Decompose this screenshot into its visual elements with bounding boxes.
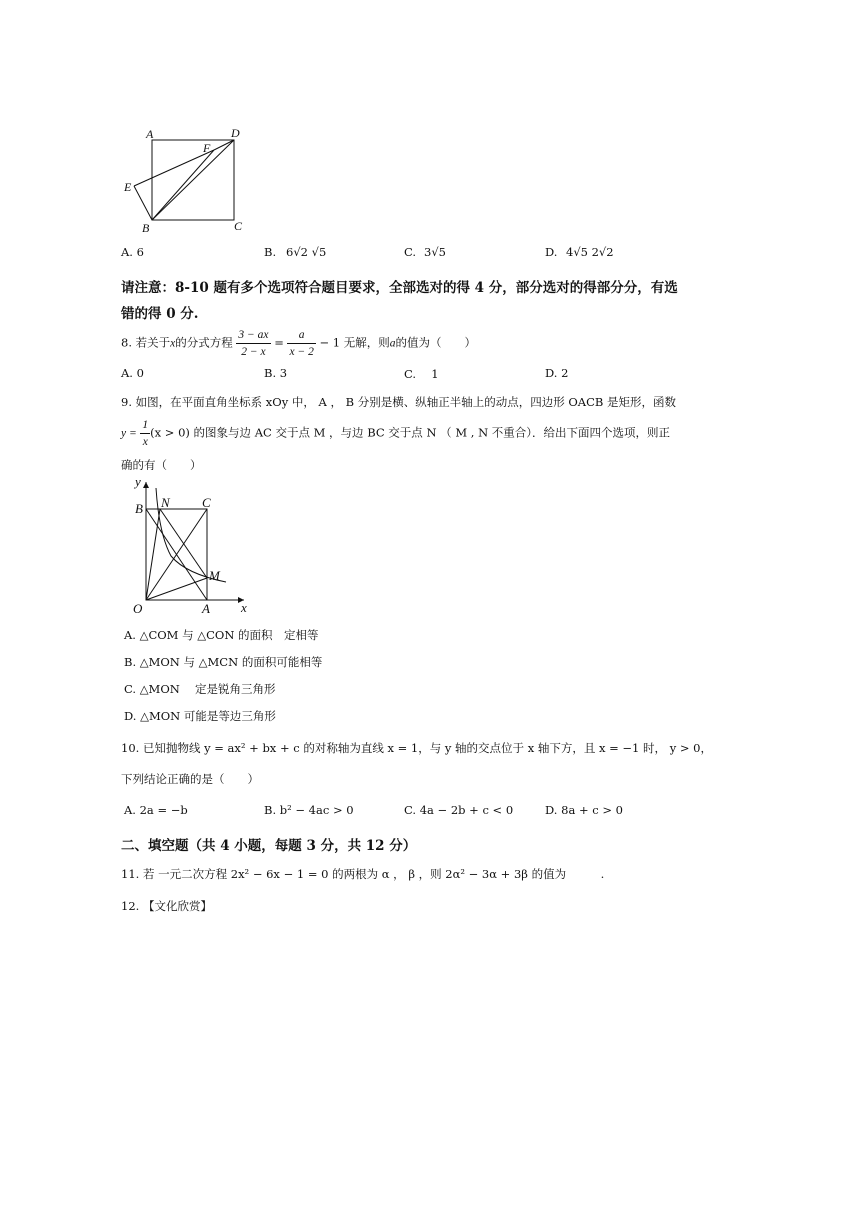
label-f: F bbox=[203, 141, 211, 155]
q8-var-a: a bbox=[389, 337, 396, 350]
q8-option-d: D. 2 bbox=[545, 366, 569, 380]
segment-fd bbox=[214, 140, 234, 150]
q7-option-d-label: D. bbox=[545, 245, 558, 259]
segment-on bbox=[146, 509, 160, 600]
segment-ef bbox=[134, 150, 214, 186]
question-10-line2: 下列结论正确的是（ ） bbox=[121, 772, 259, 786]
q10-option-a: A. 2a = −b bbox=[124, 803, 188, 817]
question-9-line1: 9. 如图，在平面直角坐标系 xOy 中， A ， B 分别是横、纵轴正半轴上的动点，四边形 OACB 是矩形，函数 bbox=[121, 395, 677, 409]
q8-var-x: x bbox=[170, 337, 176, 350]
label-a: A bbox=[202, 601, 210, 616]
label-b: B bbox=[142, 221, 150, 234]
q8-prefix: 8. 若关于 bbox=[121, 335, 171, 350]
segment-bf bbox=[152, 150, 214, 220]
question-10-line1: 10. 已知抛物线 y = ax² + bx + c 的对称轴为直线 x = 1，与 y 轴的交点位于 x 轴下方，且 x = −1 时， y > 0， bbox=[121, 741, 712, 755]
label-c: C bbox=[202, 495, 211, 510]
question-7-figure bbox=[118, 122, 258, 234]
label-o: O bbox=[133, 601, 143, 616]
q9-func-fraction: $\frac{1}{x}$ bbox=[142, 419, 149, 448]
q8-end: 的值为（ ） bbox=[395, 335, 477, 350]
segment-om bbox=[146, 578, 207, 600]
q8-fraction-left: $\frac{3 - ax}{2 - x}$ bbox=[238, 329, 269, 358]
q7-option-c-expr: 3√5 bbox=[424, 245, 446, 259]
question-12: 12. 【文化欣赏】 bbox=[121, 899, 212, 913]
q9-option-c: C. △MON 定是锐角三角形 bbox=[124, 682, 276, 696]
multi-choice-note-line1: 请注意：8-10 题有多个选项符合题目要求，全部选对的得 4 分，部分选对的得部分分，有选 bbox=[121, 280, 678, 296]
question-11: 11. 若 一元二次方程 2x² − 6x − 1 = 0 的两根为 α ， β ，则 2α² − 3α + 3β 的值为 . bbox=[121, 867, 605, 881]
q8-option-c: C. 1 bbox=[404, 367, 439, 381]
q8-equals: = bbox=[274, 335, 284, 350]
q8-option-a: A. 0 bbox=[121, 366, 144, 380]
label-e: E bbox=[124, 180, 132, 194]
q10-option-d: D. 8a + c > 0 bbox=[545, 803, 623, 817]
q10-option-c: C. 4a − 2b + c < 0 bbox=[404, 803, 514, 817]
label-y: y bbox=[135, 474, 141, 489]
label-d: D bbox=[231, 126, 240, 140]
multi-choice-note-line2: 错的得 0 分. bbox=[121, 306, 199, 322]
q9-option-d: D. △MON 可能是等边三角形 bbox=[124, 709, 276, 723]
q7-option-b-label: B. bbox=[264, 245, 277, 259]
label-c: C bbox=[234, 219, 243, 233]
q9-option-a: A. △COM 与 △CON 的面积 定相等 bbox=[124, 628, 319, 642]
label-m: M bbox=[209, 568, 220, 583]
label-n: N bbox=[161, 495, 170, 510]
q7-option-c-label: C. bbox=[404, 245, 417, 259]
label-b: B bbox=[135, 501, 143, 516]
question-9-line3: 确的有（ ） bbox=[121, 458, 202, 472]
q9-option-b: B. △MON 与 △MCN 的面积可能相等 bbox=[124, 655, 323, 669]
segment-eb bbox=[134, 186, 152, 220]
section-2-title: 二、填空题（共 4 小题，每题 3 分，共 12 分） bbox=[121, 838, 417, 854]
q10-option-b: B. b² − 4ac > 0 bbox=[264, 803, 354, 817]
q8-mid: 的分式方程 bbox=[175, 335, 233, 350]
segment-bd bbox=[152, 140, 234, 220]
y-axis-arrow bbox=[143, 482, 149, 488]
q9-line2-rest: (x > 0) 的图象与边 AC 交于点 M ，与边 BC 交于点 N （ M , N 不重合）．给出下面四个选项，则正 bbox=[150, 425, 671, 440]
label-a: A bbox=[146, 127, 154, 141]
question-9-line2 bbox=[121, 417, 670, 450]
question-9-figure bbox=[126, 474, 261, 616]
q7-option-d-expr: 4√5 2√2 bbox=[566, 245, 614, 259]
q8-option-b: B. 3 bbox=[264, 366, 288, 380]
q8-tail: − 1 无解，则 bbox=[319, 335, 390, 350]
question-8 bbox=[121, 327, 476, 360]
q8-fraction-right: $\frac{a}{x - 2}$ bbox=[289, 329, 314, 358]
q7-option-b-expr: 6√2 √5 bbox=[286, 245, 327, 259]
label-x: x bbox=[241, 600, 247, 615]
q7-option-a: A. 6 bbox=[121, 245, 144, 259]
q9-func-y: y = bbox=[121, 427, 137, 440]
